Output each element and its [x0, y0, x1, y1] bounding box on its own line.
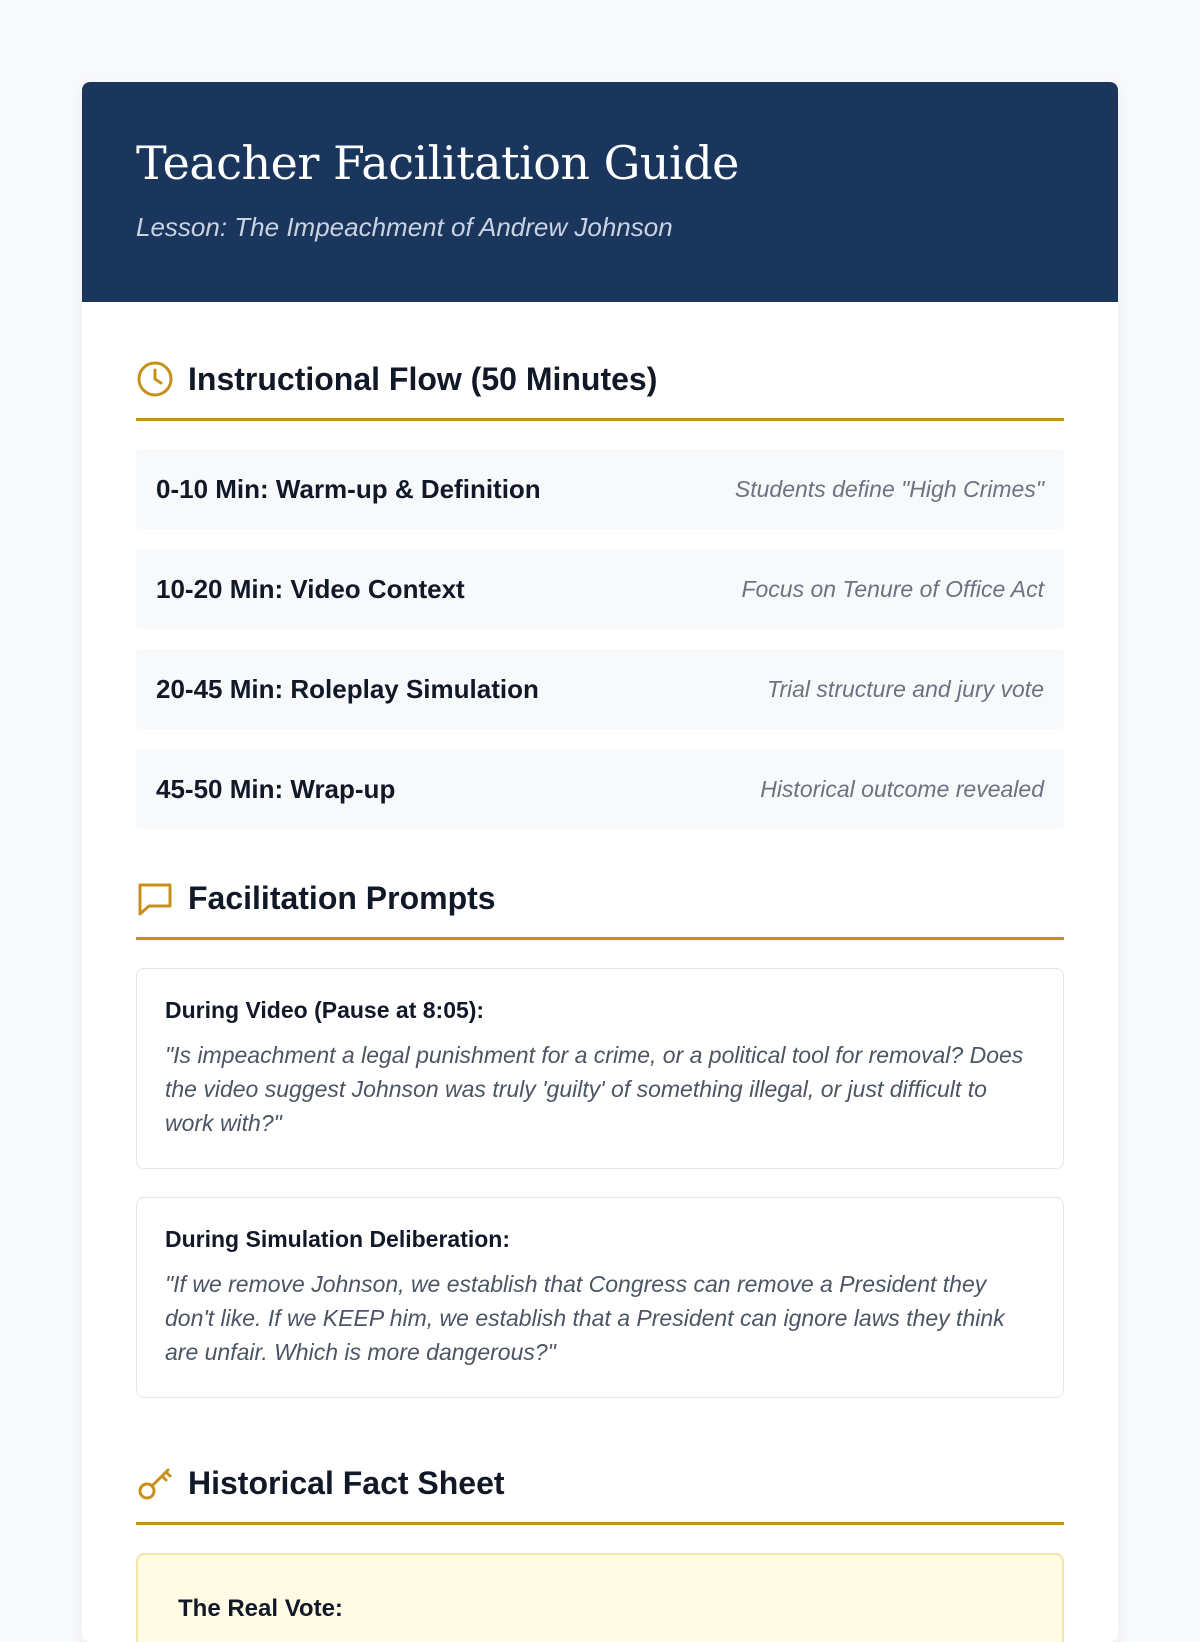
fact-box-title: The Real Vote:	[178, 1595, 343, 1622]
flow-note: Historical outcome revealed	[760, 775, 1044, 802]
flow-row	[136, 749, 1064, 829]
section-title: Historical Fact Sheet	[188, 1464, 505, 1501]
guide-card	[82, 82, 1118, 1642]
flow-note: Students define "High Crimes"	[734, 475, 1044, 502]
lesson-subtitle: Lesson: The Impeachment of Andrew Johnson	[136, 212, 673, 242]
fact-box	[136, 1553, 1064, 1642]
section-fact-sheet	[136, 1444, 1064, 1525]
section-title: Instructional Flow (50 Minutes)	[188, 360, 658, 397]
key-icon	[136, 1464, 174, 1502]
section-facilitation-prompts	[136, 859, 1064, 940]
section-title: Facilitation Prompts	[188, 879, 496, 916]
guide-header	[82, 82, 1118, 302]
prompt-text: "Is impeachment a legal punishment for a crime, or a political tool for removal? Does the video suggest Johnson was truly 'guilty' of something illegal, or just difficult to work with?"	[165, 1042, 1024, 1136]
page-title: Teacher Facilitation Guide	[136, 136, 739, 190]
flow-note: Focus on Tenure of Office Act	[741, 575, 1044, 602]
flow-row	[136, 649, 1064, 729]
speech-bubble-icon	[136, 879, 174, 917]
flow-row	[136, 549, 1064, 629]
flow-list	[136, 449, 1064, 829]
flow-time: 20-45 Min: Roleplay Simulation	[156, 673, 539, 704]
flow-time: 0-10 Min: Warm-up & Definition	[156, 473, 541, 504]
prompt-title: During Video (Pause at 8:05):	[165, 997, 485, 1023]
section-instructional-flow	[136, 340, 1064, 421]
guide-body	[82, 340, 1118, 1642]
flow-time: 45-50 Min: Wrap-up	[156, 773, 396, 804]
flow-row	[136, 449, 1064, 529]
prompt-card	[136, 968, 1064, 1169]
flow-note: Trial structure and jury vote	[767, 675, 1044, 702]
prompt-card	[136, 1197, 1064, 1398]
clock-icon	[136, 360, 174, 398]
prompt-title: During Simulation Deliberation:	[165, 1226, 511, 1252]
prompt-text: "If we remove Johnson, we establish that Congress can remove a President they don't like. If we KEEP him, we establish that a President can ignore laws they think are unfair. Which is more dangerous?"	[165, 1271, 1005, 1365]
flow-time: 10-20 Min: Video Context	[156, 573, 465, 604]
